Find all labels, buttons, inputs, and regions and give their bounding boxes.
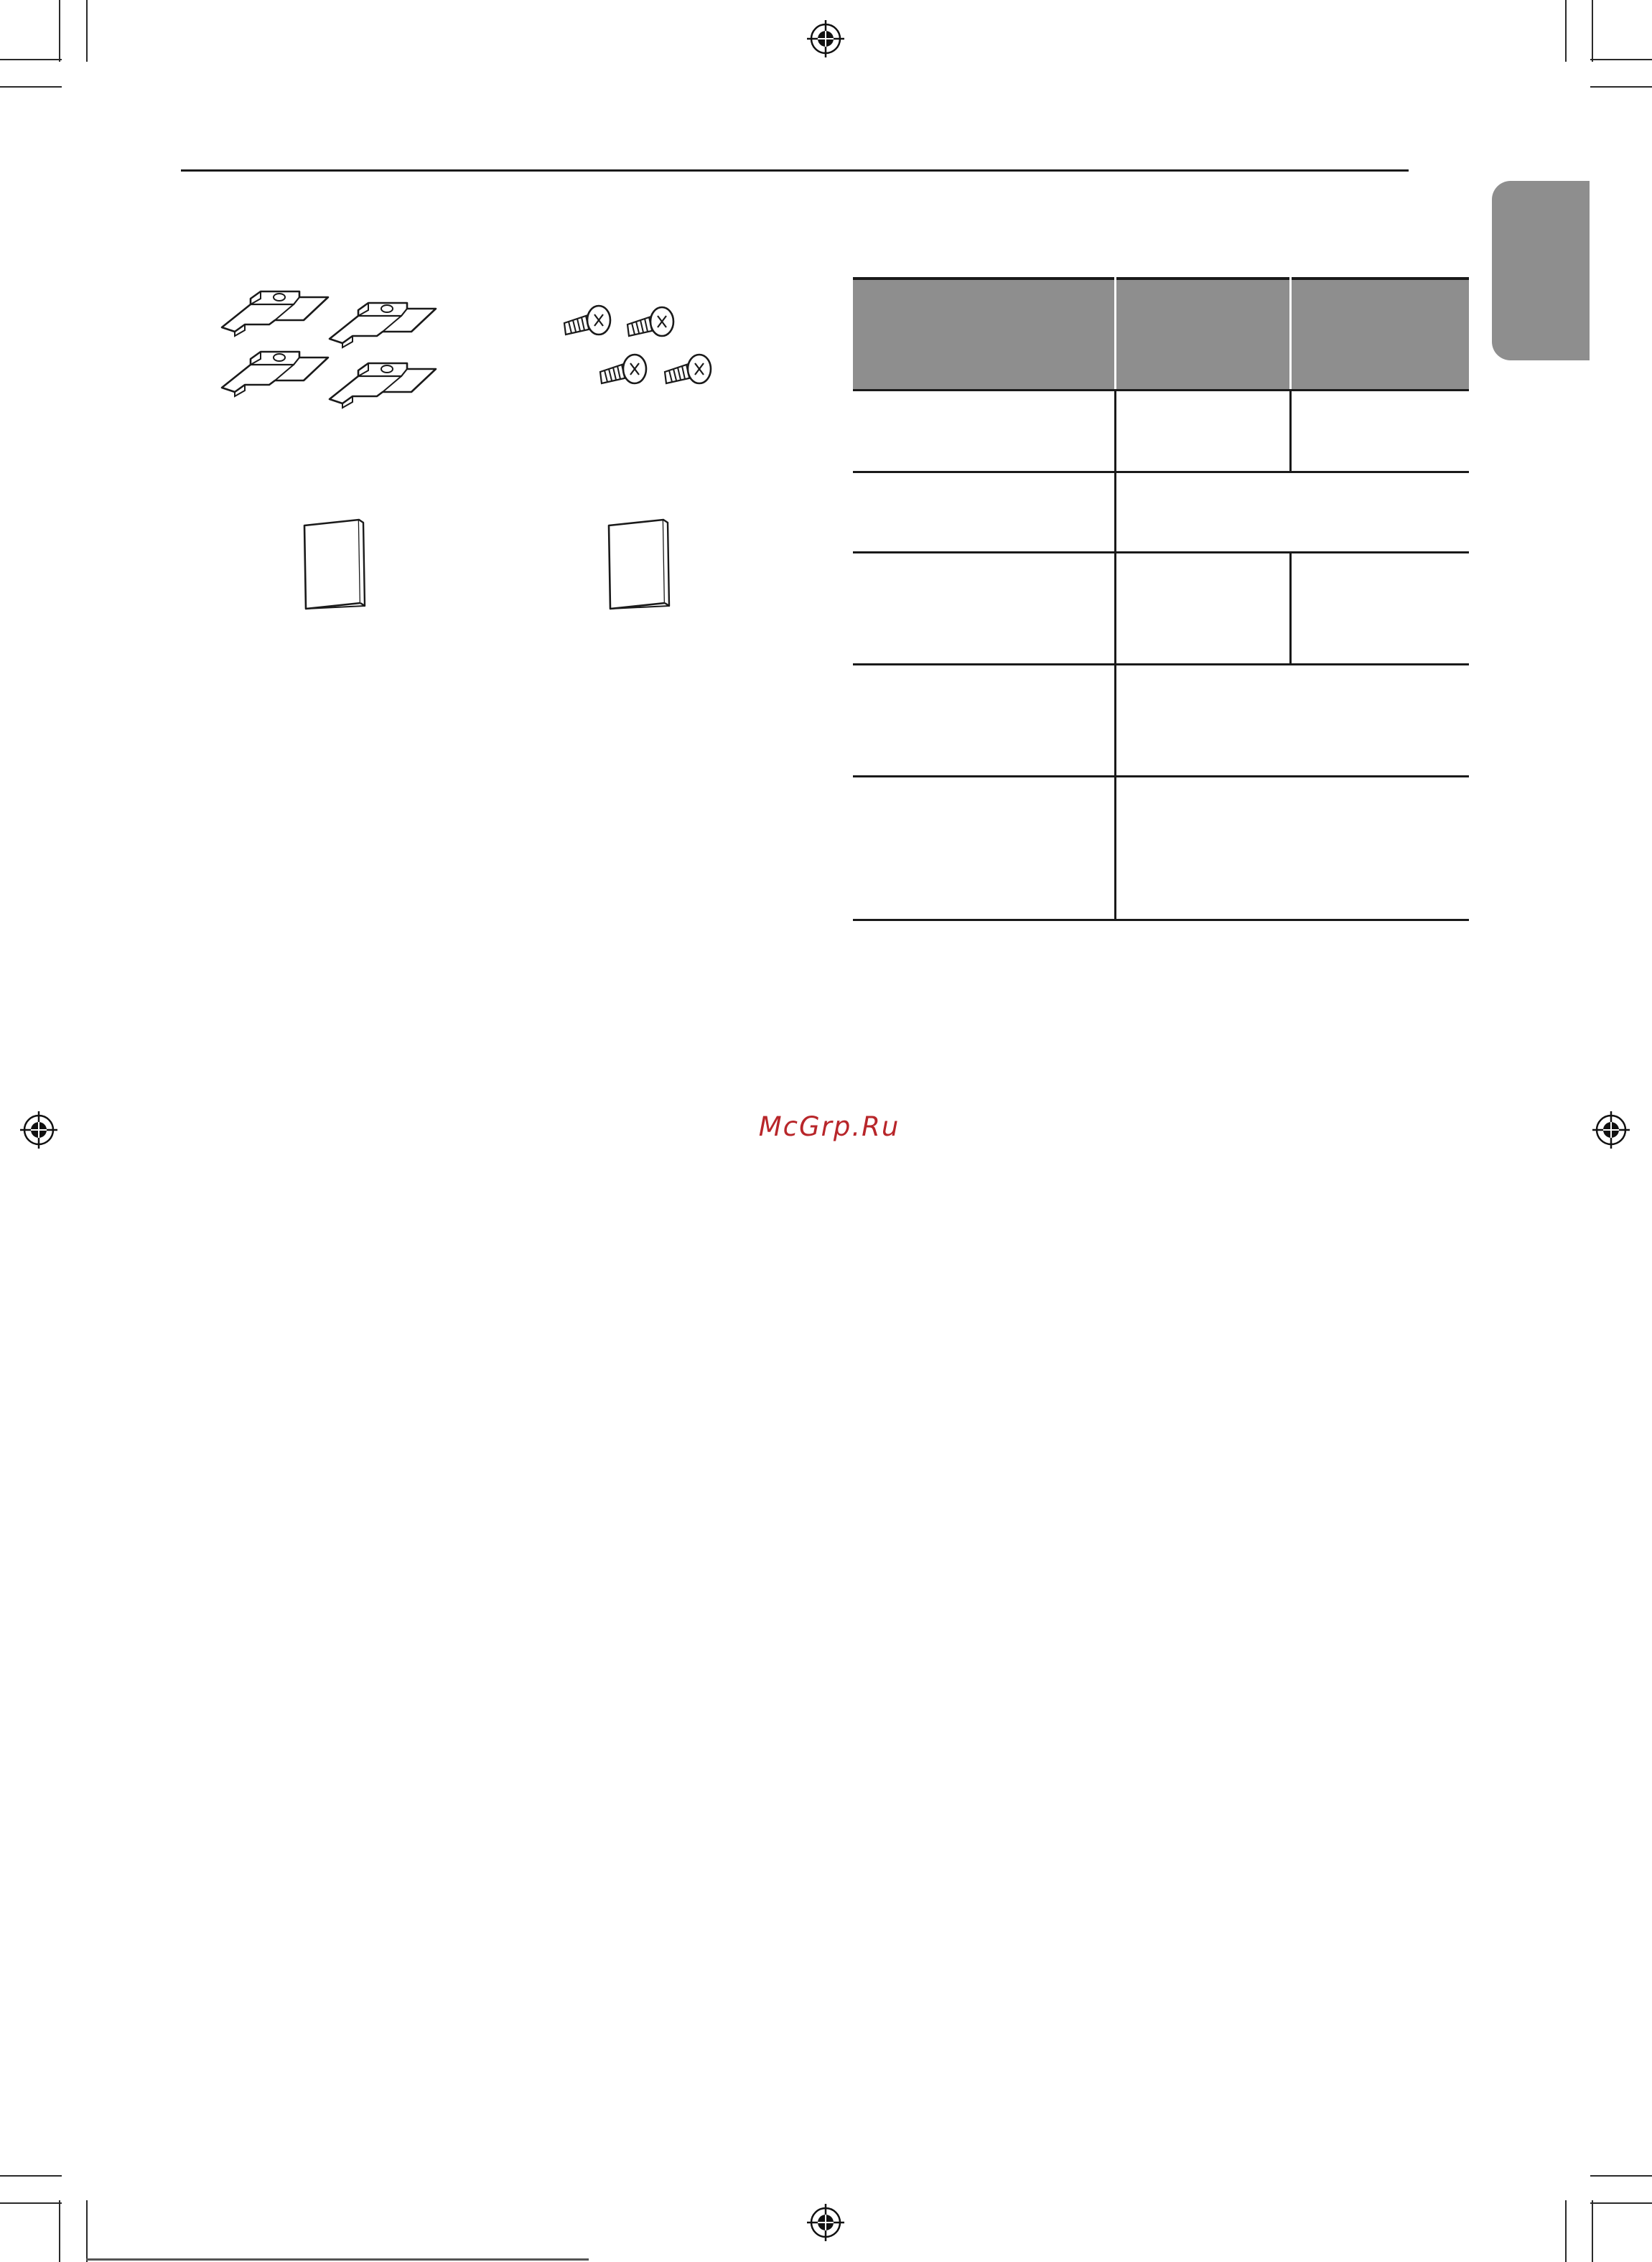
table-header-row [853, 277, 1469, 391]
registration-mark-icon [807, 2204, 844, 2241]
crop-mark [0, 59, 62, 60]
clamp [222, 352, 328, 396]
table-rule [853, 663, 1469, 665]
manual-booklet-icon [299, 517, 370, 613]
screw [627, 307, 673, 336]
mounting-clamps-icon [219, 273, 456, 424]
watermark-text: McGrp.Ru [758, 1111, 900, 1142]
table-divider [1289, 277, 1292, 391]
screws-icon [559, 296, 731, 403]
crop-mark [0, 2202, 62, 2204]
crop-mark [1590, 2175, 1652, 2177]
crop-mark [1590, 2202, 1652, 2204]
crop-mark [59, 2200, 60, 2262]
table-divider [1289, 553, 1292, 663]
side-tab [1492, 181, 1590, 360]
table-divider [1289, 391, 1292, 471]
crop-mark [0, 2175, 62, 2177]
crop-mark [1565, 0, 1567, 62]
crop-mark [86, 0, 88, 62]
slug-line [86, 2258, 589, 2261]
table-rule [853, 775, 1469, 777]
table-rule [853, 551, 1469, 553]
table-rule [853, 471, 1469, 473]
crop-mark [1590, 86, 1652, 88]
table-divider [1114, 391, 1116, 920]
crop-mark [86, 2200, 88, 2262]
clamp [222, 291, 328, 336]
crop-mark [59, 0, 60, 62]
crop-mark [1592, 0, 1593, 62]
table-rule [853, 919, 1469, 921]
registration-mark-icon [20, 1111, 57, 1149]
spec-table [853, 277, 1469, 923]
clamp [330, 303, 436, 347]
screw [665, 355, 711, 383]
screw [564, 306, 610, 335]
screw [600, 355, 646, 383]
crop-mark [1590, 59, 1652, 60]
table-rule [853, 389, 1469, 391]
clamp [330, 363, 436, 408]
registration-mark-icon [1592, 1111, 1630, 1149]
manual-booklet-icon [603, 517, 675, 613]
registration-mark-icon [807, 20, 844, 57]
header-rule [181, 169, 1409, 172]
crop-mark [0, 86, 62, 88]
crop-mark [1592, 2200, 1593, 2262]
crop-mark [1565, 2200, 1567, 2262]
table-divider [1114, 277, 1116, 391]
